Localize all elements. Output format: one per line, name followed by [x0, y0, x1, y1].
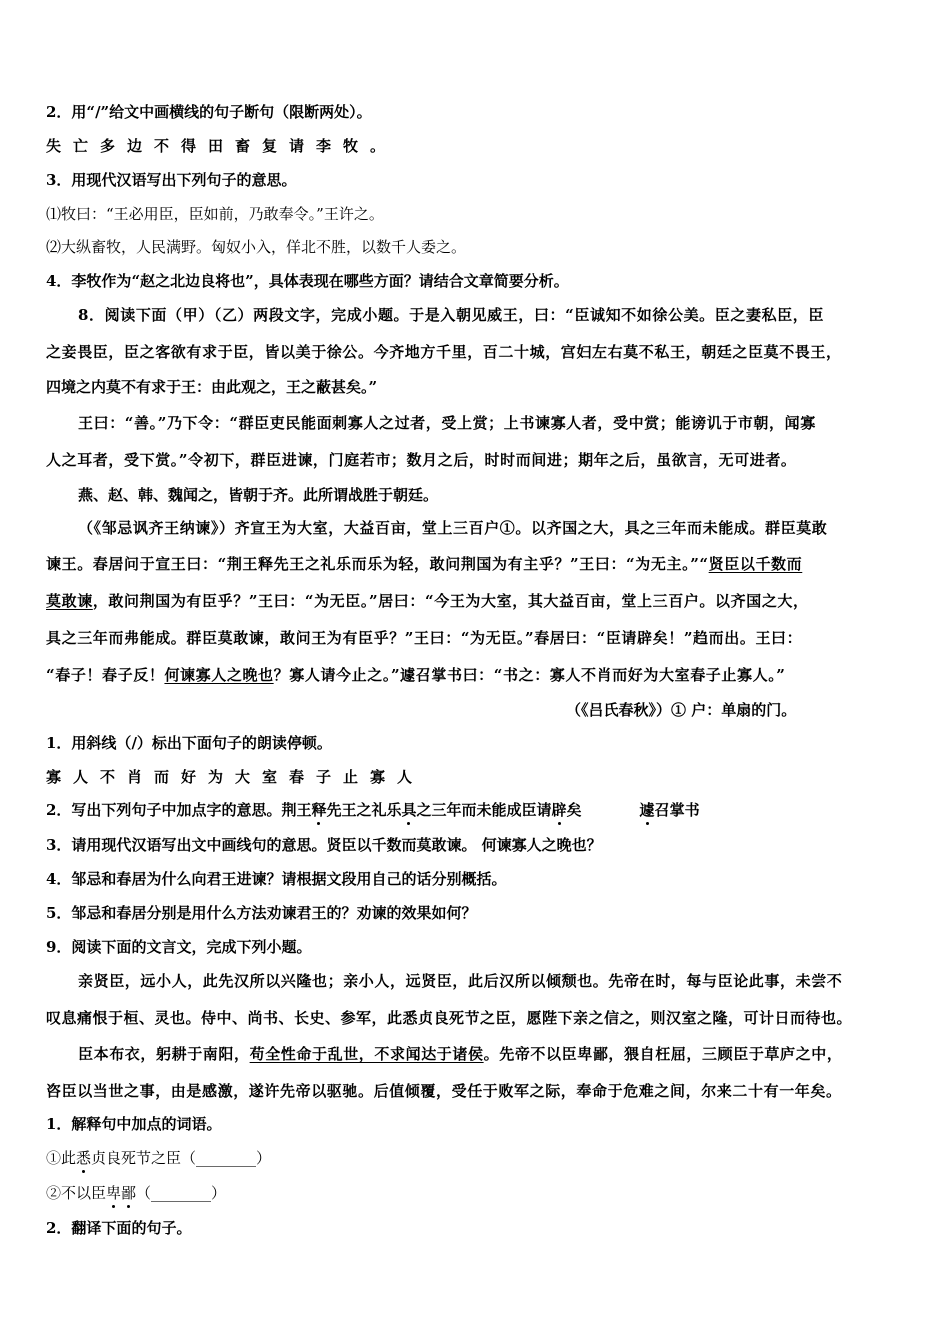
q8-text: 矣: [566, 801, 582, 819]
question-2-prompt: 2．用“/”给文中画横线的句子断句（限断两处）。: [46, 103, 372, 121]
q8-passage-line-5: 人之耳者，受下赏。”令初下，群臣进谏，门庭若市；数月之后，时时而间进；期年之后，虽欲言，无可进者。: [46, 451, 797, 469]
q8-text: “春子！春子反！: [46, 666, 165, 684]
q8-passage-line-1: 8．阅读下面（甲）（乙）两段文字，完成小题。于是入朝见威王，曰：“臣诚知不如徐公美。臣之妻私臣，臣: [78, 306, 824, 324]
q8-passage-line-4: 王曰：“善。”乃下令：“群臣吏民能面刺寡人之过者，受上赏；上书谏寡人者，受中赏；能谤讥于市朝，闻寡: [78, 414, 816, 432]
q8-text: ，敢问荆国为有臣乎？”王曰：“为无臣。”居曰：“今王为大室，其大益百亩，堂上三百户。以齐国之大，: [92, 592, 809, 610]
q9-sub-1-item-2: [46, 1183, 226, 1203]
q9-text: 。先帝不以臣卑鄙，猥自枉屈，三顾臣于草庐之中，: [483, 1045, 843, 1063]
q9-passage-line-4: 咨臣以当世之事，由是感激，遂许先帝以驱驰。后值倾覆，受任于败军之际，奉命于危难之间，尔来二十有一年矣。: [46, 1082, 842, 1100]
q9-text: （________）: [136, 1184, 227, 1202]
q8-underlined-sentence: 贤臣以千数而: [708, 555, 803, 573]
dotted-char: 具: [401, 801, 417, 819]
q8-text: 召掌书: [654, 801, 700, 819]
dotted-char: 卑: [106, 1184, 122, 1202]
q8-source-note: （《吕氏春秋》）① 户：单扇的门。: [566, 701, 797, 719]
q9-sub-1-item-1: [46, 1148, 271, 1168]
q8-passage-line-10: 具之三年而弗能成。群臣莫敢谏，敢问王为有臣乎？”王曰：“为无臣。”春居曰：“臣请辟矣！”趋而出。王曰：: [46, 629, 803, 647]
dotted-char: 鄙: [121, 1184, 137, 1202]
dotted-char: 辟: [551, 801, 567, 819]
dotted-char: 遽: [639, 801, 655, 819]
q8-passage-line-6: 燕、赵、韩、魏闻之，皆朝于齐。此所谓战胜于朝廷。: [78, 486, 439, 504]
q9-text: ①此: [46, 1149, 77, 1167]
q9-title: 9．阅读下面的文言文，完成下列小题。: [46, 938, 312, 956]
q8-text: 先王之礼乐: [326, 801, 402, 819]
q9-passage-line-1: 亲贤臣，远小人，此先汉所以兴隆也；亲小人，远贤臣，此后汉所以倾颓也。先帝在时，每与臣论此事，未尝不: [78, 972, 843, 990]
q8-sub-4: 4．邹忌和春居为什么向君王进谏？请根据文段用自己的话分别概括。: [46, 870, 507, 888]
q8-text: 谏王。春居问于宣王曰：“荆王释先王之礼乐而乐为轻，敢问荆国为有主乎？”王曰：“为无主。”“: [46, 555, 709, 573]
q8-underlined-sentence: 何谏寡人之晚也: [164, 666, 274, 684]
q9-underlined-sentence: 苟全性命于乱世，不求闻达于诸侯: [249, 1045, 484, 1063]
q8-underlined-sentence: 莫敢谏: [46, 592, 93, 610]
question-3-prompt: 3．用现代汉语写出下列句子的意思。: [46, 171, 297, 189]
q9-sub-2: 2．翻译下面的句子。: [46, 1219, 192, 1237]
q9-text: ②不以臣: [46, 1184, 107, 1202]
question-3-item-1: ⑴牧曰：“王必用臣，臣如前，乃敢奉令。”王许之。: [46, 205, 384, 223]
q9-passage-line-2: 叹息痛恨于桓、灵也。侍中、尚书、长史、参军，此悉贞良死节之臣，愿陛下亲之信之，则汉室之隆，可计日而待也。: [46, 1009, 853, 1027]
q8-passage-line-11: [46, 665, 786, 685]
q8-sub-2: [46, 800, 700, 820]
dotted-char: 悉: [76, 1149, 92, 1167]
q8-text: ？寡人请今止之。”遽召掌书曰：“书之：寡人不肖而好为大室春子止寡人。”: [273, 666, 786, 684]
q8-sub-1: 1．用斜线（/）标出下面句子的朗读停顿。: [46, 734, 332, 752]
q8-passage-line-8: [46, 554, 802, 574]
q8-passage-line-2: 之妾畏臣，臣之客欲有求于臣，皆以美于徐公。今齐地方千里，百二十城，宫妇左右莫不私王，朝廷之臣莫不畏王，: [46, 343, 842, 361]
q8-passage-line-3: 四境之内莫不有求于王：由此观之，王之蔽甚矣。”: [46, 378, 378, 396]
question-4-prompt: 4．李牧作为“赵之北边良将也”，具体表现在哪些方面？请结合文章简要分析。: [46, 272, 569, 290]
dotted-char: 释: [311, 801, 327, 819]
q8-sub-5: 5．邹忌和春居分别是用什么方法劝谏君王的？劝谏的效果如何？: [46, 904, 477, 922]
q8-sub-3: 3．请用现代汉语写出文中画线句的意思。贤臣以千数而莫敢谏。 何谏寡人之晚也？: [46, 836, 602, 854]
q8-text: 2．写出下列句子中加点字的意思。荆王: [46, 801, 312, 819]
q9-passage-line-3: [78, 1044, 842, 1064]
question-3-item-2: ⑵大纵畜牧，人民满野。匈奴小入，佯北不胜，以数千人委之。: [46, 238, 467, 256]
q9-sub-1: 1．解释句中加点的词语。: [46, 1115, 222, 1133]
q8-passage-line-7: （《邹忌讽齐王纳谏》）齐宣王为大室，大益百亩，堂上三百户①。以齐国之大，具之三年而未能成。群臣莫敢: [78, 519, 828, 537]
q9-text: 贞良死节之臣（________）: [91, 1149, 272, 1167]
q8-text: 之三年而未能成臣请: [416, 801, 552, 819]
q9-text: 臣本布衣，躬耕于南阳，: [78, 1045, 250, 1063]
question-2-sentence: 失亡多边不得田畜复请李牧。: [46, 137, 398, 155]
q8-sub-1-sentence: 寡人不肖而好为大室春子止寡人: [46, 768, 425, 786]
q8-passage-line-9: [46, 591, 809, 611]
